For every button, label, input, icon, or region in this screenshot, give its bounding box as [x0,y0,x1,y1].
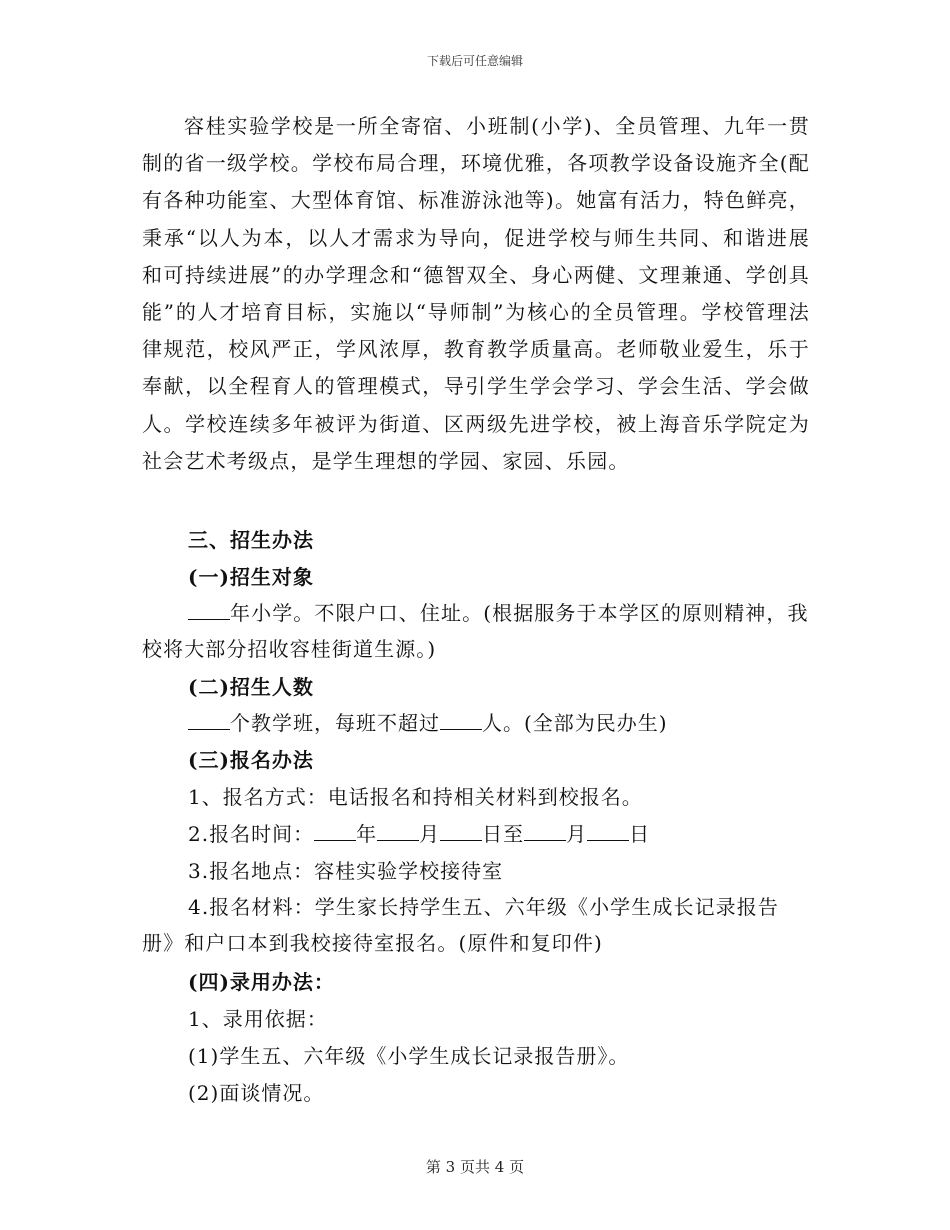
fill-in-blank [440,728,482,730]
registration-place: 3.报名地点：容桂实验学校接待室 [188,859,504,883]
admission-count-text: 个教学班，每班不超过 人。(全部为民办生) [188,707,668,736]
heading-admission-count: (二)招生人数 [188,675,314,699]
registration-time: 2.报名时间： 年 月 日至 月 日 [188,822,651,846]
acceptance-basis-item-2: (2)面谈情况。 [188,1081,325,1105]
fill-in-blank [314,839,356,841]
acceptance-basis: 1、录用依据： [188,1007,328,1031]
page-header: 下载后可任意编辑 [426,54,523,68]
heading-registration: (三)报名办法 [188,748,314,772]
section-title-admission: 三、招生办法 [188,528,314,552]
fill-in-blank [587,839,629,841]
acceptance-basis-item-1: (1)学生五、六年级《小学生成长记录报告册》。 [188,1044,630,1068]
registration-method: 1、报名方式：电话报名和持相关材料到校报名。 [188,785,643,809]
fill-in-blank [188,618,230,620]
fill-in-blank [524,839,566,841]
fill-in-blank [440,839,482,841]
fill-in-blank [377,839,419,841]
intro-section [142,108,810,480]
admission-target-text: 年小学。不限户口、住址。(根据服务于本学区的原则精神，我校将大部分招收容桂街道生源。) [142,601,809,661]
heading-acceptance: (四)录用办法： [188,970,335,994]
page-footer: 第 3 页共 4 页 [425,1158,525,1176]
registration-materials: 4.报名材料：学生家长持学生五、六年级《小学生成长记录报告册》和户口本到我校接待室报名。(原件和复印件) [142,895,779,955]
intro-paragraph: 容桂实验学校是一所全寄宿、小班制(小学)、全员管理、九年一贯制的省一级学校。学校布局合理，环境优雅，各项教学设备设施齐全(配有各种功能室、大型体育馆、标准游泳池等)。她富有活力，特色鲜亮，秉承“以人为本，以人才需求为导向，促进学校与师生共同、和谐进展和可持续进展”的办学理念和“德智双全、身心两健、文理兼通、学创具能”的人才培育目标，实施以“导师制”为核心的全员管理。学校管理法律规范，校风严正，学风浓厚，教育教学质量高。老师敬业爱生，乐于奉献，以全程育人的管理模式，导引学生学会学习、学会生活、学会做人。学校连续多年被评为街道、区两级先进学校，被上海音乐学院定为社会艺术考级点，是学生理想的学园、家园、乐园。 [142,114,810,473]
heading-admission-target: (一)招生对象 [188,565,314,589]
fill-in-blank [188,728,230,730]
